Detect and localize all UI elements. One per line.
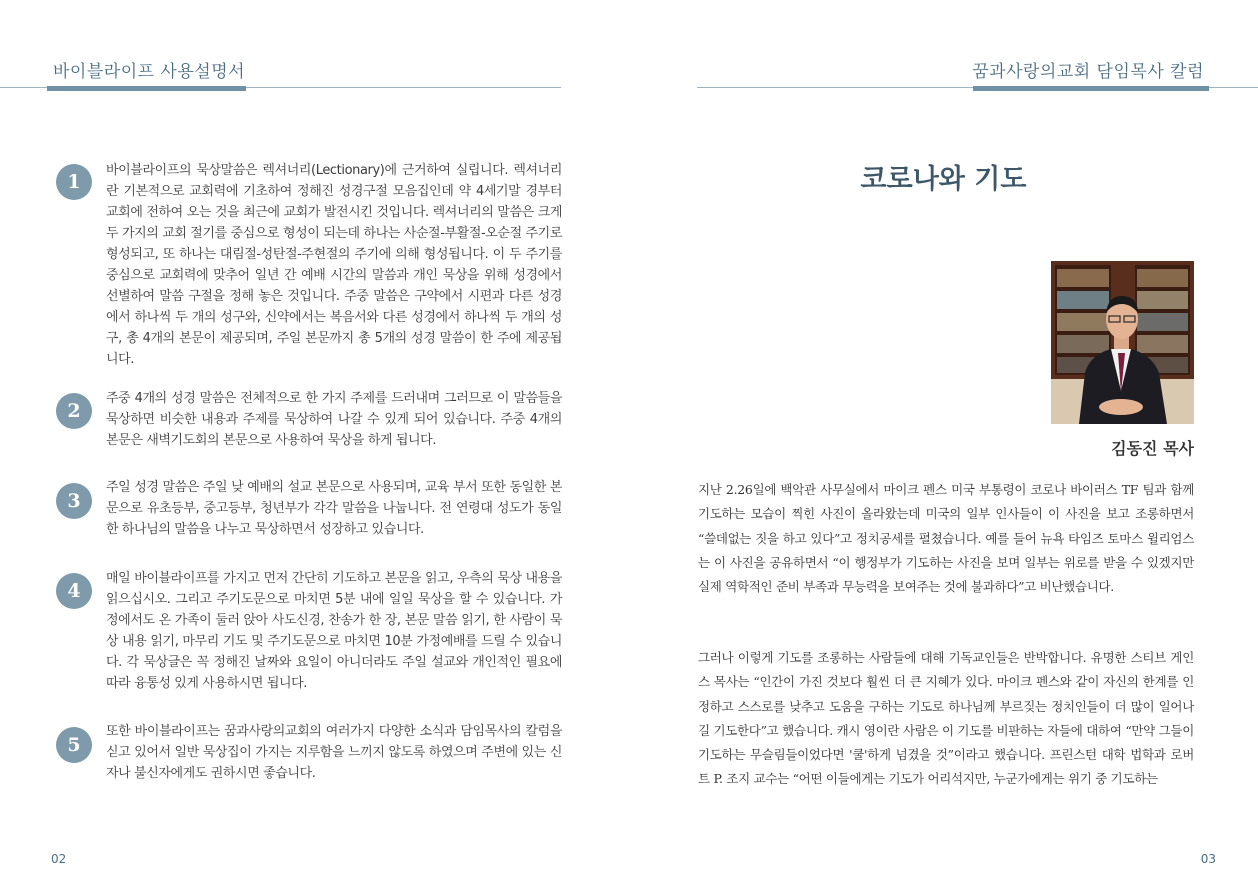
column-title: 코로나와 기도 xyxy=(860,164,1027,195)
author-photo-illustration xyxy=(1051,261,1194,424)
guide-item-2-text: 주중 4개의 성경 말씀은 전체적으로 한 가지 주제를 드러내며 그러므로 이 말씀들을 묵상하면 비슷한 내용과 주제를 묵상하여 나갈 수 있게 되어 있습니다. 주중 4개의 본문은 새벽기도회의 본문으로 사용하여 묵상을 하게 됩니다. xyxy=(106,391,562,448)
right-header-title: 꿈과사랑의교회 담임목사 칼럼 xyxy=(972,62,1204,82)
guide-item-1-text: 바이블라이프의 묵상말씀은 렉셔너리(Lectionary)에 근거하여 실립니다. 렉셔너리란 기본적으로 교회력에 기초하여 정해진 성경구절 모음집인데 약 4세기말 경부터 교회에 전하여 오는 것을 최근에 교회가 발전시킨 것입니다. 렉셔너리의 말씀은 크게 두 가지의 교회 절기를 중심으로 형성이 되는데 하나는 사순절-부활절-오순절 주기로 형성되고, 또 하나는 대림절-성탄절-주현절의 주기에 의해 형성됩니다. 이 두 주기를 중심으로 교회력에 맞추어 일년 간 예배 시간의 말씀과 개인 묵상을 위해 성경에서 선별하여 말씀 구절을 정해 놓은 것입니다. 주중 말씀은 구약에서 시편과 다른 성경에서 하나씩 두 개의 성구와, 신약에서는 복음서와 다른 성경에서 하나씩 두 개의 성구, 총 4개의 본문이 제공되며, 주일 본문까지 총 5개의 성경 말씀이 한 주에 제공됩니다. xyxy=(106,163,562,367)
right-header-accent-bar xyxy=(973,86,1209,91)
number-circle-2: 2 xyxy=(56,393,92,429)
author-name: 김동진 목사 xyxy=(1111,439,1194,458)
column-paragraph-2: 그러나 이렇게 기도를 조롱하는 사람들에 대해 기독교인들은 반박합니다. 유명한 스티브 게인스 목사는 “인간이 가진 것보다 훨씬 더 큰 지혜가 있다. 마이크 펜스와 같이 자신의 한계를 인정하고 스스로를 낮추고 도움을 구하는 기도로 하나님께 부르짖는 정치인들이 더 많이 일어나길 기도한다”고 했습니다. 캐시 영이란 사람은 이 기도를 비판하는 자들에 대하여 “만약 그들이 기도하는 무슬림들이었다면 '쿨'하게 넘겼을 것”이라고 했습니다. 프린스턴 대학 법학과 로버트 P. 조지 교수는 “어떤 이들에게는 기도가 어리석지만, 누군가에게는 위기 중 기도하는 xyxy=(698,650,1194,787)
number-circle-5: 5 xyxy=(56,727,92,763)
guide-item-5-text: 또한 바이블라이프는 꿈과사랑의교회의 여러가지 다양한 소식과 담임목사의 칼럼을 싣고 있어서 일반 묵상집이 가지는 지루함을 느끼지 않도록 하였으며 주변에 있는 신자나 불신자에게도 권하시면 좋습니다. xyxy=(106,724,562,781)
right-page xyxy=(629,0,1258,892)
guide-item-3-text: 주일 성경 말씀은 주일 낮 예배의 설교 본문으로 사용되며, 교육 부서 또한 동일한 본문으로 유초등부, 중고등부, 청년부가 각각 말씀을 나눕니다. 전 연령대 성도가 동일한 하나님의 말씀을 나누고 묵상하면서 성장하고 있습니다. xyxy=(106,480,562,537)
author-photo xyxy=(1051,261,1194,424)
column-paragraph-1: 지난 2.26일에 백악관 사무실에서 마이크 펜스 미국 부통령이 코로나 바이러스 TF 팀과 함께 기도하는 모습이 찍힌 사진이 올라왔는데 미국의 일부 인사들이 이 사진을 보고 조롱하면서 “쓸데없는 짓을 하고 있다”고 정치공세를 펼쳤습니다. 예를 들어 뉴욕 타임즈 토마스 윌리엄스는 이 사진을 공유하면서 “이 행정부가 기도하는 사진을 보며 일부는 위로를 받을 수 있겠지만 실제 역학적인 준비 부족과 무능력을 보여주는 것에 불과하다”고 비난했습니다. xyxy=(698,482,1194,595)
left-page-number: 02 xyxy=(51,852,67,866)
right-page-number: 03 xyxy=(1200,852,1216,866)
left-header-title: 바이블라이프 사용설명서 xyxy=(53,62,246,82)
guide-item-4-text: 매일 바이블라이프를 가지고 먼저 간단히 기도하고 본문을 읽고, 우측의 묵상 내용을 읽으십시오. 그리고 주기도문으로 마치면 5분 내에 일일 묵상을 할 수 있습니다. 가정에서도 온 가족이 둘러 앉아 사도신경, 찬송가 한 장, 본문 말씀 읽기, 한 사람이 묵상 내용 읽기, 마무리 기도 및 주기도문으로 마치면 10분 가정예배를 드릴 수 있습니다. 각 묵상글은 꼭 정해진 날짜와 요일이 아니더라도 주일 설교와 개인적인 필요에 따라 융통성 있게 사용하시면 됩니다. xyxy=(106,571,562,691)
left-header-accent-bar xyxy=(47,86,246,91)
number-circle-1: 1 xyxy=(56,164,92,200)
number-circle-3: 3 xyxy=(56,483,92,519)
number-circle-4: 4 xyxy=(56,573,92,609)
